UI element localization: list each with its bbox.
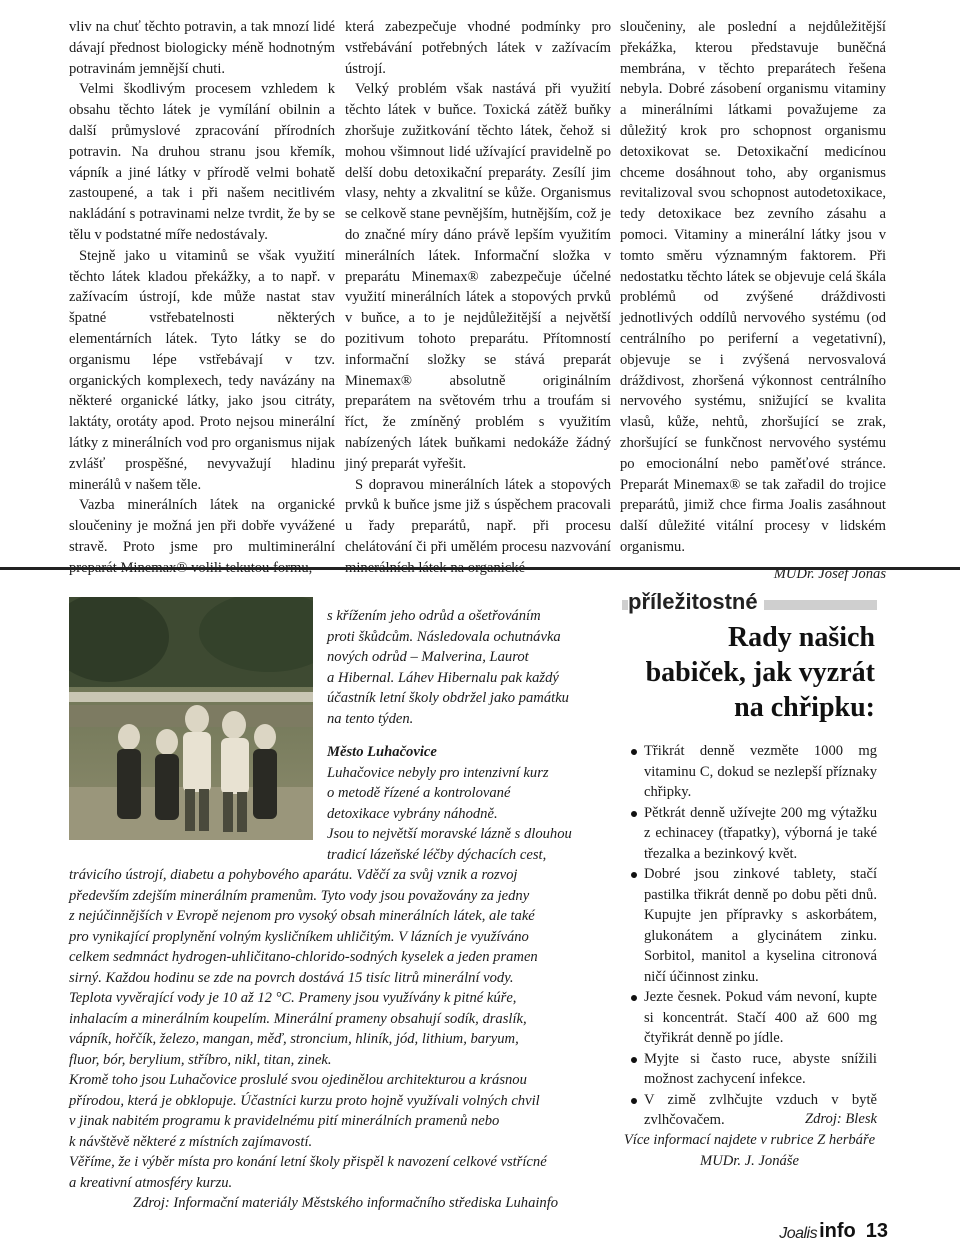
page-number: 13 (865, 1220, 888, 1242)
tips-list (628, 741, 877, 1131)
caption-line: a Hibernal. Láhev Hibernalu pak každý (327, 669, 559, 686)
caption-line: trávicího ústrojí, diabetu a pohybového aparátu. Vděčí za svůj vznik a rozvoj (69, 867, 518, 883)
caption-line: z nejúčinnějších v Evropě nejenom pro vysoký obsah minerálních látek, ale také (69, 908, 535, 924)
caption-line: tradicí lázeňské léčby dýchacích cest, (327, 846, 547, 863)
caption-line: proti škůdcům. Následovala ochutnávka (327, 628, 561, 645)
paragraph: která zabezpečuje vhodné podmínky pro vstřebávání potřebných látek v zažívacím ústrojí. (345, 19, 611, 77)
group-photo (69, 597, 313, 840)
caption-line: k návštěvě některé z místních zajímavostí. (69, 1133, 313, 1150)
caption-title: Město Luhačovice (327, 744, 437, 760)
caption-line: Teplota vyvěrající vody je 10 až 12 °C. Prameny jsou využívány k pitné kúře, (69, 990, 517, 1006)
sidebar-headline (622, 620, 875, 725)
group-photo-icon (69, 597, 313, 840)
article-column-3 (620, 17, 886, 585)
caption-line: a kreativní atmosféry kurzu. (69, 1174, 233, 1191)
caption-line: fluor, bór, berylium, stříbro, nikl, titan, zinek. (69, 1051, 332, 1068)
article-column-2 (345, 17, 611, 579)
caption-source: Zdroj: Informační materiály Městského informačního střediska Luhainfo (133, 1195, 559, 1211)
tip-item: Jezte česnek. Pokud vám nevoní, kupte si koncentrát. Stačí 400 až 600 mg čtyřikrát denně po jídle. (628, 987, 877, 1049)
headline-line: babiček, jak vyzrát (645, 657, 875, 688)
tip-item: Pětkrát denně užívejte 200 mg výtažku z echinacey (třapatky), výborná je také třezalka a bezinkový květ. (628, 803, 877, 865)
caption-line: o metodě řízené a kontrolované (327, 785, 511, 801)
caption-line: Věříme, že i výběr místa pro konání letní školy přispěl k navození celkové vstřícné (69, 1154, 547, 1170)
caption-line: vápník, hořčík, železo, mangan, měď, stroncium, hliník, jód, lithium, baryum, (69, 1031, 519, 1047)
caption-line: přírodou, která je obklopuje. Účastníci kurzu proto hojně využívali volných chvil (69, 1092, 540, 1109)
caption-line: Kromě toho jsou Luhačovice proslulé svou ojedinělou architekturou a krásnou (69, 1072, 527, 1088)
paragraph: S dopravou minerálních látek a stopových prvků k buňce jsme již s úspěchem pracovali u řady preparátů, např. při procesu chelátování či při umělém procesu nazvování minerálních látek na organické (345, 476, 611, 576)
article-column-1 (69, 17, 335, 579)
caption-line: inhalacím a minerálním koupelím. Minerální prameny obsahují sodík, draslík, (69, 1010, 527, 1027)
headline-line: na chřipku: (734, 692, 875, 723)
caption-line: s křížením jeho odrůd a ošetřováním (327, 608, 541, 624)
caption-line: celkem sedmnáct hydrogen-uhličitano-chlorido-sodných kyselek a jeden pramen (69, 949, 538, 965)
paragraph: Velký problém však nastává při využití těchto látek v buňce. Toxická zátěž buňky zhoršuje zužitkování těchto látek, čehož si mohou všimnout lidé užívající pravidelně po delší dobu detoxikační preparáty. Zesílí jim vlasy, nehty a zkvalitní se kůže. Organismus se celkově stane pevnějším, hutnějším, což je do značné míry dáno právě lepším využitím minerálních látek. Informační složka v preparátu Minemax® zabezpečuje účelné využití minerálních látek a stopových prvků v buňce, a to je nejdůležitější a největší pozitivum tohoto preparátu. Přítomností informační složky se stává preparát Minemax® absolutně originálním preparátem na světovém trhu a troufám si říct, že zmíněný problém s využitím nabízených látek buňkami nedokáže žádný jiný preparát vyřešit. (345, 81, 611, 472)
caption-line: na tento týden. (327, 710, 414, 727)
caption-line: pro vynikající proplynění volným kysličníkem uhličitým. V lázních je využíváno (69, 928, 529, 945)
caption-line: nových odrůd – Malverina, Laurot (327, 649, 529, 665)
tip-item: Dobré jsou zinkové tablety, stačí pastilka třikrát denně po dobu pěti dnů. Kupujte jen přípravky s askorbátem, glukonátem a glycinátem zinku. Sorbitol, manitol a kyselina citronová ničí účinnost zinku. (628, 864, 877, 987)
luhacovice-caption (327, 742, 602, 865)
paragraph: vliv na chuť těchto potravin, a tak mnozí lidé dávají přednost biologicky méně hodnotným potravinám jemnější chuti. (69, 19, 335, 77)
section-divider (0, 567, 960, 570)
caption-line: v jinak nabitém programu k pravidelnému pití minerálních pramenů nebo (69, 1113, 500, 1129)
tips-source: Zdroj: Blesk (804, 1111, 877, 1127)
caption-line: účastník letní školy obdržel jako památku (327, 690, 569, 706)
joalis-logo: Joalis (779, 1225, 818, 1242)
author-signature: MUDr. Josef Jonáš (773, 565, 886, 582)
photo-caption-intro (327, 606, 595, 729)
paragraph: sloučeniny, ale poslední a nejdůležitější překážka, kterou představuje buněčná membrána, v těchto preparátech řešena nebyla. Dobré zásobení organismu vitaminy a minerálními látkami považujeme za důležitý krok pro schopnost organismu detoxikovat se. Detoxikační medicínou chceme dosáhnout toho, aby organismus revitalizoval svou schopnost autodetoxikace, tedy detoxikace bez zevního zásahu a pomoci. Vitaminy a minerální látky jsou v tomto směru významným faktorem. Při nedostatku těchto látek se objevuje celá škála problémů od zvýšené dráždivosti jednotlivých oddílů nervového systému (od centrálního po periferní a vegetativní), objevuje se i zvýšená nervosvalová dráždivost, zhoršená výkonnost centrálního nervového systému, snižující se kvalita vlasů, kůže, nehtů, zhoršující se zrak, zhoršující se funkčnost nervového systému po emocionální nebo paměťové stránce. Preparát Minemax® se tak zařadil do trojice preparátů, jimiž chce firma Joalis zasáhnout další důležité vitální procesy v lidském organismu. (620, 19, 886, 555)
info-logo: info (819, 1220, 856, 1242)
category-label: příležitostné (628, 589, 764, 615)
caption-line: Jsou to největší moravské lázně s dlouhou (327, 826, 572, 842)
tip-item: V zimě zvlhčujte vzduch v bytě zvlhčovačem. (628, 1090, 877, 1131)
caption-line: především zdejším minerálním pramenům. Tyto vody jsou považovány za jedny (69, 887, 530, 904)
luhacovice-caption-continued (69, 865, 604, 1214)
paragraph: Velmi škodlivým procesem vzhledem k obsahu těchto látek je vymílání obilnin a další průmyslové zpracování přírodních potravin. Na druhou stranu jsou křemík, vápník a jiné látky v přírodě velmi bohatě zastoupené, a tak i při našem necitlivém nakládání s potravinami nelze tvrdit, že by se tělu v podstatné míře nedostávaly. (69, 81, 335, 243)
headline-line: Rady našich (727, 622, 875, 653)
paragraph: Stejně jako u vitaminů se však využití těchto látek kladou překážky, a to např. v zažívacím ústrojí, kde může nastat stav špatné vstřebatelnosti některých elementárních látek. Tyto látky se do organismu lépe vstřebávají v tzv. organických komplexech, tedy navázány na některé organické látky, jako jsou citráty, laktáty, orotáty apod. Proto nejsou minerální látky z minerálních vod pro organismus nijak zvlášť prospěšné, nevyvažují hladinu minerálů v našem těle. (69, 247, 335, 493)
tips-more-info: Více informací najdete v rubrice Z herbáře MUDr. J. Jonáše (623, 1132, 876, 1169)
page-footer (779, 1221, 888, 1243)
caption-line: sirný. Každou hodinu se zde na povrch dostává 15 tisíc litrů minerální vody. (69, 969, 514, 986)
tip-item: Myjte si často ruce, abyste snížili možnost zachycení infekce. (628, 1049, 877, 1090)
caption-line: detoxikace vybrány náhodně. (327, 805, 498, 822)
tip-item: Třikrát denně vezměte 1000 mg vitaminu C, dokud se nezlepší příznaky chřipky. (628, 741, 877, 803)
caption-line: Luhačovice nebyly pro intenzivní kurz (327, 764, 549, 781)
paragraph: Vazba minerálních látek na organické sloučeniny je možná jen při dobře vyvážené stravě. Proto jsme pro multiminerální preparát Minemax® volili tekutou formu, (69, 497, 335, 576)
